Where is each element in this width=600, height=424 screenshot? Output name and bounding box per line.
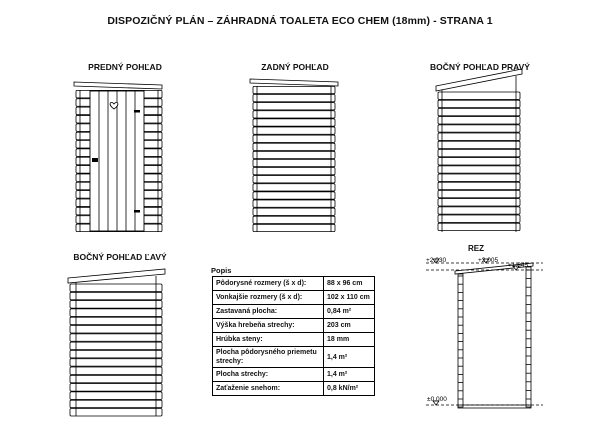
table-row xyxy=(213,291,375,305)
wall-plank xyxy=(253,184,335,191)
wall-plank xyxy=(70,400,162,408)
wall-plank xyxy=(70,384,162,392)
spec-label: Zaťaženie snehom: xyxy=(213,382,324,396)
wall-section-right xyxy=(526,267,531,407)
section-drawing xyxy=(426,259,543,408)
wall-plank xyxy=(253,111,335,118)
table-row xyxy=(213,277,375,291)
wall-plank xyxy=(438,125,520,132)
elevation-2030: +2,030 xyxy=(426,257,447,264)
wall-plank xyxy=(438,174,520,181)
wall-plank xyxy=(253,200,335,207)
spec-label: Plocha strechy: xyxy=(213,368,324,382)
wall-plank xyxy=(253,224,335,231)
wall-plank xyxy=(253,143,335,150)
wall-plank xyxy=(253,86,335,93)
left-view-drawing xyxy=(68,269,165,416)
roof-board xyxy=(68,269,165,283)
left-view-label: BOČNÝ POHĽAD ĽAVÝ xyxy=(73,252,167,262)
wall-plank xyxy=(438,133,520,140)
wall-plank xyxy=(253,127,335,134)
wall-plank xyxy=(438,223,520,230)
wall-plank xyxy=(438,215,520,222)
wall-plank xyxy=(70,392,162,400)
table-row xyxy=(213,305,375,319)
wall-plank xyxy=(253,208,335,215)
wall-plank xyxy=(70,367,162,375)
table-row xyxy=(213,347,375,368)
spec-label: Pôdorysné rozmery (š x d): xyxy=(213,277,324,291)
wall-plank xyxy=(438,108,520,115)
wall-plank xyxy=(438,182,520,189)
elevation-0000: ±0,000 xyxy=(427,396,447,403)
front-view-drawing xyxy=(74,82,162,232)
spec-value: 0,8 kN/m² xyxy=(324,382,375,396)
spec-value: 1,4 m² xyxy=(324,368,375,382)
wall-plank xyxy=(438,207,520,214)
wall-plank xyxy=(253,216,335,223)
wall-plank xyxy=(70,342,162,350)
roof-board xyxy=(250,79,338,86)
spec-label: Vonkajšie rozmery (š x d): xyxy=(213,291,324,305)
right-view-label: BOČNÝ POHĽAD PRAVÝ xyxy=(430,62,530,72)
wall-plank xyxy=(253,192,335,199)
spec-value: 0,84 m² xyxy=(324,305,375,319)
wall-plank xyxy=(70,326,162,334)
table-row xyxy=(213,333,375,347)
spec-value: 1,4 m² xyxy=(324,347,375,368)
wall-plank xyxy=(70,284,162,292)
wall-plank xyxy=(438,100,520,107)
wall-plank xyxy=(70,309,162,317)
wall-plank xyxy=(438,166,520,173)
spec-label: Zastavaná plocha: xyxy=(213,305,324,319)
wall-plank xyxy=(70,350,162,358)
table-row xyxy=(213,368,375,382)
wall-plank xyxy=(70,334,162,342)
elevation-2005: +2,005 xyxy=(478,257,499,264)
wall-section-left xyxy=(458,274,463,407)
spec-label: Hrúbka steny: xyxy=(213,333,324,347)
wall-plank xyxy=(253,176,335,183)
wall-plank xyxy=(70,292,162,300)
front-view-label: PREDNÝ POHĽAD xyxy=(88,62,162,72)
wall-plank xyxy=(438,92,520,99)
wall-plank xyxy=(438,158,520,165)
spec-table xyxy=(212,276,375,396)
wall-plank xyxy=(253,135,335,142)
wall-plank xyxy=(253,168,335,175)
table-row xyxy=(213,382,375,396)
spec-value: 203 cm xyxy=(324,319,375,333)
wall-plank xyxy=(70,317,162,325)
wall-plank xyxy=(253,103,335,110)
wall-plank xyxy=(438,117,520,124)
section-view-label: REZ xyxy=(468,244,484,253)
wall-plank xyxy=(70,359,162,367)
back-view-drawing xyxy=(250,79,338,232)
wall-plank xyxy=(70,301,162,309)
wall-plank xyxy=(70,409,162,417)
wall-plank xyxy=(253,95,335,102)
roof-board xyxy=(436,69,522,91)
wall-plank xyxy=(438,199,520,206)
table-row xyxy=(213,319,375,333)
spec-label: Plocha pôdorysného priemetu strechy: xyxy=(213,347,324,368)
popis-heading: Popis xyxy=(211,266,232,275)
wall-plank xyxy=(70,375,162,383)
door-handle-icon xyxy=(92,158,98,162)
spec-value: 18 mm xyxy=(324,333,375,347)
elevation-1845: +1,845 xyxy=(508,262,529,269)
spec-value: 88 x 96 cm xyxy=(324,277,375,291)
right-view-drawing xyxy=(436,69,522,232)
wall-plank xyxy=(253,159,335,166)
wall-plank xyxy=(438,141,520,148)
page-title: DISPOZIČNÝ PLÁN – ZÁHRADNÁ TOALETA ECO CHEM (18mm) - STRANA 1 xyxy=(107,15,493,27)
roof-board xyxy=(74,82,162,89)
hinge-icon xyxy=(134,110,140,113)
floor-section xyxy=(458,405,531,408)
spec-label: Výška hrebeňa strechy: xyxy=(213,319,324,333)
spec-value: 102 x 110 cm xyxy=(324,291,375,305)
hinge-icon xyxy=(134,210,140,213)
back-view-label: ZADNÝ POHĽAD xyxy=(261,62,329,72)
wall-plank xyxy=(253,151,335,158)
wall-plank xyxy=(438,190,520,197)
wall-plank xyxy=(253,119,335,126)
wall-plank xyxy=(438,149,520,156)
